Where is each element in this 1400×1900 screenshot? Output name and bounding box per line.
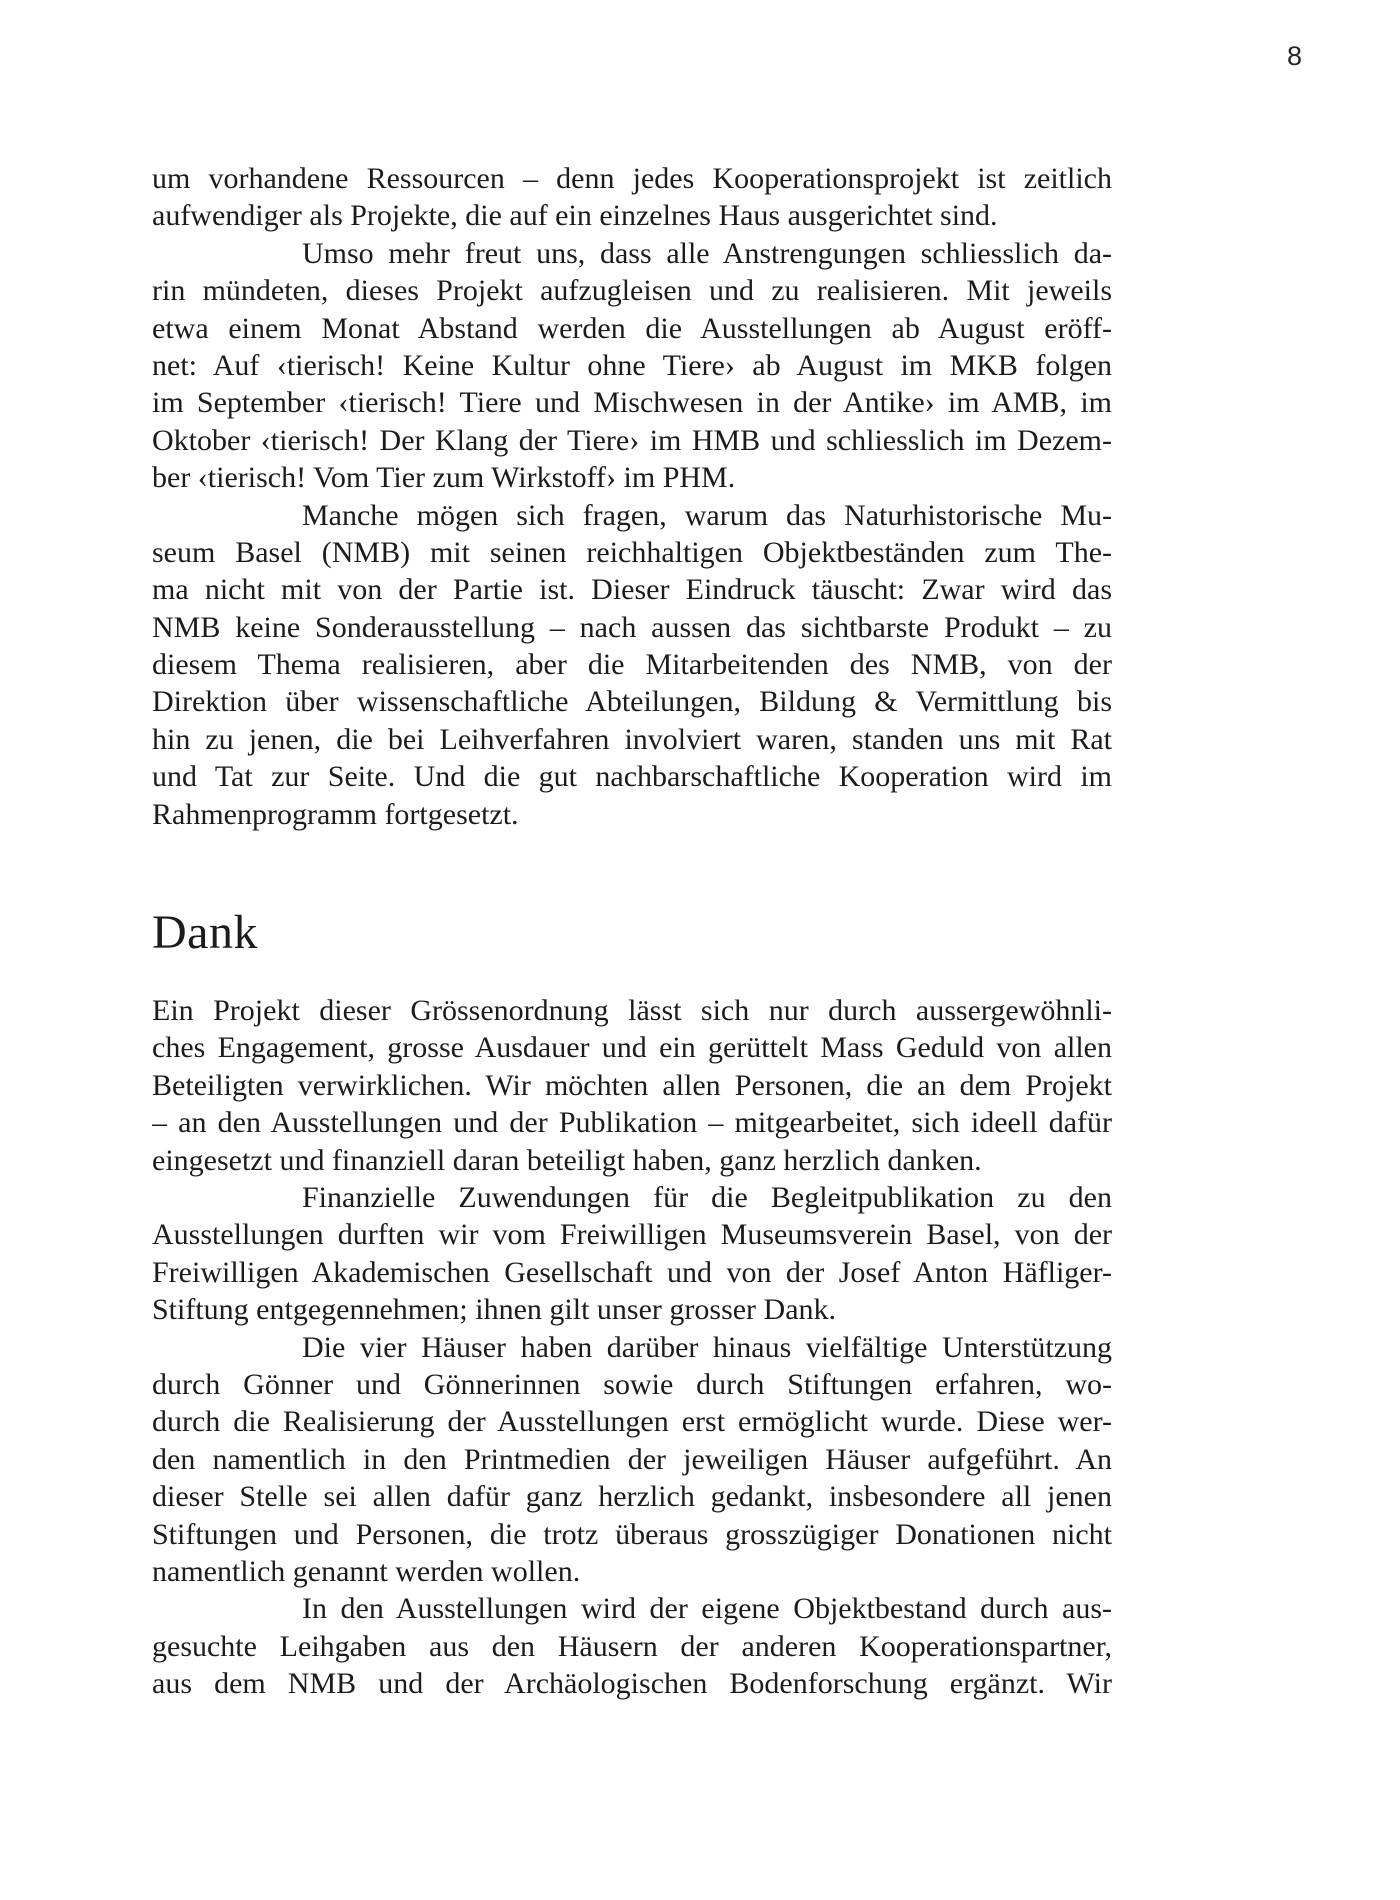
paragraph <box>152 992 1112 1179</box>
text-line: aufwendiger als Projekte, die auf ein einzelnes Haus ausgerichtet sind. <box>152 199 998 233</box>
text-line: seum Basel (NMB) mit seinen reichhaltigen Objektbeständen zum The- <box>152 535 1112 569</box>
text-line: Beteiligten verwirklichen. Wir möchten allen Personen, die an dem Projekt <box>152 1068 1112 1102</box>
text-line: den namentlich in den Printmedien der jeweiligen Häuser aufgeführt. An <box>152 1442 1112 1476</box>
text-line: hin zu jenen, die bei Leihverfahren involviert waren, standen uns mit Rat <box>152 722 1112 756</box>
text-line: diesem Thema realisieren, aber die Mitarbeitenden des NMB, von der <box>152 648 1112 682</box>
text-line: Rahmenprogramm fortgesetzt. <box>152 797 519 831</box>
section-intro <box>152 160 1112 833</box>
text-line: Stiftung entgegennehmen; ihnen gilt unser grosser Dank. <box>152 1293 837 1327</box>
text-line: dieser Stelle sei allen dafür ganz herzlich gedankt, insbesondere all jenen <box>152 1480 1112 1514</box>
paragraph <box>152 160 1112 235</box>
paragraph <box>152 1590 1112 1702</box>
text-line: Die vier Häuser haben darüber hinaus vielfältige Unterstützung <box>302 1330 1112 1364</box>
text-line: In den Ausstellungen wird der eigene Objektbestand durch aus- <box>302 1592 1112 1626</box>
text-line: gesuchte Leihgaben aus den Häusern der anderen Kooperationspartner, <box>152 1629 1112 1663</box>
text-line: ma nicht mit von der Partie ist. Dieser Eindruck täuscht: Zwar wird das <box>152 573 1112 607</box>
paragraph <box>152 1329 1112 1591</box>
text-line: Umso mehr freut uns, dass alle Anstrengungen schliesslich da- <box>302 236 1112 270</box>
text-line: Oktober ‹tierisch! Der Klang der Tiere› im HMB und schliesslich im Dezem- <box>152 423 1112 457</box>
text-line: etwa einem Monat Abstand werden die Ausstellungen ab August eröff- <box>152 311 1112 345</box>
text-line: durch Gönner und Gönnerinnen sowie durch Stiftungen erfahren, wo- <box>152 1367 1112 1401</box>
text-line: – an den Ausstellungen und der Publikation – mitgearbeitet, sich ideell dafür <box>152 1106 1112 1140</box>
text-line: Ausstellungen durften wir vom Freiwilligen Museumsverein Basel, von der <box>152 1218 1112 1252</box>
page-number: 8 <box>1287 41 1303 71</box>
text-line: und Tat zur Seite. Und die gut nachbarschaftliche Kooperation wird im <box>152 760 1112 794</box>
text-line: Ein Projekt dieser Grössenordnung lässt sich nur durch aussergewöhnli- <box>152 994 1112 1028</box>
paragraph <box>152 235 1112 497</box>
text-line: Finanzielle Zuwendungen für die Begleitpublikation zu den <box>302 1180 1112 1214</box>
text-line: um vorhandene Ressourcen – denn jedes Kooperationsprojekt ist zeitlich <box>152 162 1112 195</box>
paragraph <box>152 497 1112 834</box>
text-line: ches Engagement, grosse Ausdauer und ein gerüttelt Mass Geduld von allen <box>152 1031 1112 1065</box>
text-line: rin mündeten, dieses Projekt aufzugleisen und zu realisieren. Mit jeweils <box>152 274 1112 308</box>
text-line: namentlich genannt werden wollen. <box>152 1554 581 1588</box>
text-line: Manche mögen sich fragen, warum das Naturhistorische Mu- <box>302 498 1112 532</box>
text-line: aus dem NMB und der Archäologischen Bodenforschung ergänzt. Wir <box>152 1667 1112 1701</box>
text-line: eingesetzt und finanziell daran beteiligt haben, ganz herzlich danken. <box>152 1143 982 1177</box>
text-line: im September ‹tierisch! Tiere und Mischwesen in der Antike› im AMB, im <box>152 386 1112 420</box>
text-line: ber ‹tierisch! Vom Tier zum Wirkstoff› im PHM. <box>152 461 736 495</box>
text-line: Freiwilligen Akademischen Gesellschaft und von der Josef Anton Häfliger- <box>152 1255 1112 1289</box>
text-line: net: Auf ‹tierisch! Keine Kultur ohne Tiere› ab August im MKB folgen <box>152 348 1112 382</box>
text-line: Stiftungen und Personen, die trotz überaus grosszügiger Donationen nicht <box>152 1517 1112 1551</box>
text-line: NMB keine Sonderausstellung – nach aussen das sichtbarste Produkt – zu <box>152 610 1112 644</box>
section-heading-dank: Dank <box>152 906 258 960</box>
text-line: Direktion über wissenschaftliche Abteilungen, Bildung & Vermittlung bis <box>152 685 1112 719</box>
text-line: durch die Realisierung der Ausstellungen erst ermöglicht wurde. Diese wer- <box>152 1405 1112 1439</box>
paragraph <box>152 1179 1112 1329</box>
section-dank <box>152 992 1112 1702</box>
text-column <box>152 160 1112 1702</box>
